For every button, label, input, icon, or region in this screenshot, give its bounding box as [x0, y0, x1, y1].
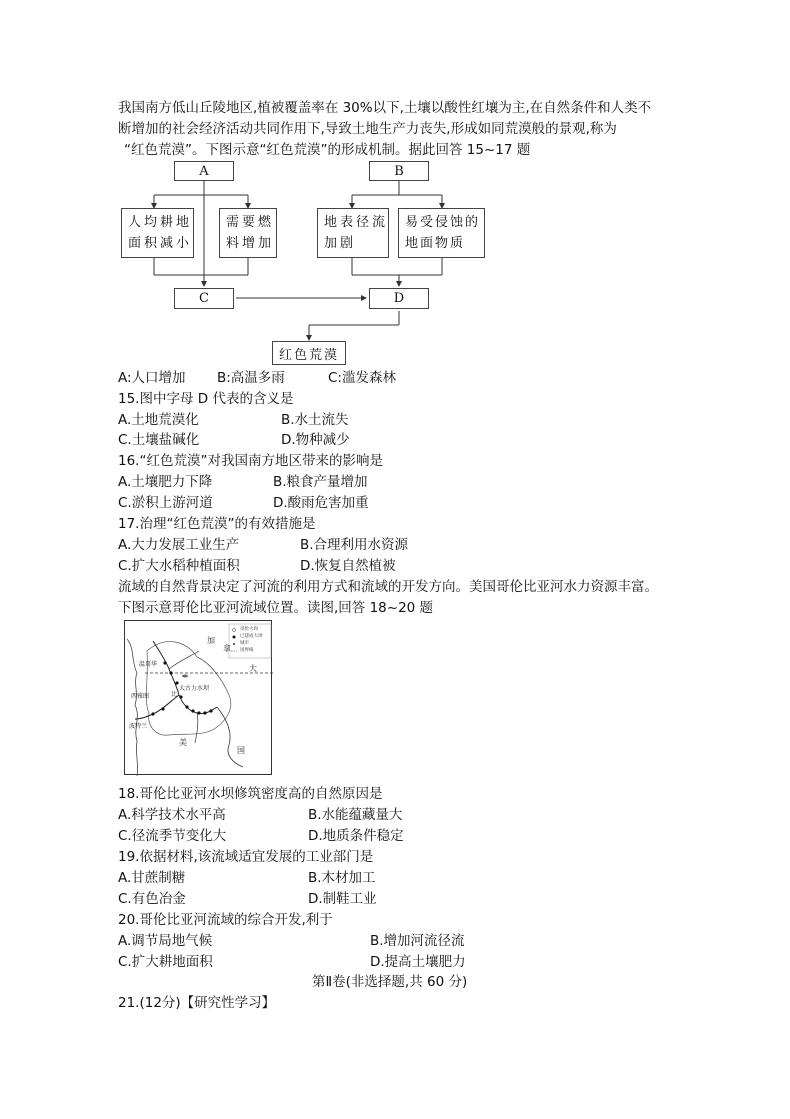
q17-stem: 17.治理“红色荒漠”的有效措施是: [118, 516, 316, 532]
map-label-canada-3: 大: [249, 664, 257, 673]
q18-option-a: A.科学技术水平高: [118, 807, 226, 823]
box-fuel-demand-line1: 需要燃: [226, 215, 275, 230]
q14-option-c: C:滥发森林: [328, 370, 396, 386]
box-per-capita-land: [121, 208, 194, 258]
box-red-desert: 红色荒漠: [272, 341, 346, 365]
q16-option-b: B.粮食产量增加: [273, 474, 368, 490]
columbia-river-map: [124, 620, 272, 775]
q20-option-c: C.扩大耕地面积: [118, 954, 213, 970]
intro-line-3: “红色荒漠”。下图示意“红色荒漠”的形成机制。据此回答 15~17 题: [124, 142, 531, 158]
q17-option-b: B.合理利用水资源: [300, 537, 409, 553]
map-legend-4: 国界线: [240, 648, 254, 653]
box-d: D: [369, 288, 429, 309]
map-legend-3: 城市: [240, 641, 249, 646]
map-legend-1: 哥伦大坝: [240, 627, 258, 632]
q18-stem: 18.哥伦比亚河水坝修筑密度高的自然原因是: [118, 786, 383, 802]
q16-option-c: C.淤积上游河道: [118, 495, 213, 511]
box-surface-runoff-line2: 加剧: [324, 236, 357, 251]
map-label-canada-1: 加: [207, 636, 215, 645]
box-surface-runoff-line1: 地表径流: [324, 215, 389, 230]
q19-option-b: B.木材加工: [308, 870, 376, 886]
q19-option-c: C.有色冶金: [118, 891, 186, 907]
q17-option-d: D.恢复自然植被: [300, 558, 396, 574]
q20-option-b: B.增加河流径流: [370, 933, 465, 949]
map-label-usa-2: 国: [237, 746, 245, 755]
q15-option-c: C.土壤盐碱化: [118, 432, 200, 448]
box-erodible-material-line1: 易受侵蚀的: [405, 215, 481, 230]
q18-option-b: B.水能蕴藏量大: [308, 807, 403, 823]
q20-option-a: A.调节局地气候: [118, 933, 213, 949]
q15-option-a: A.土地荒漠化: [118, 412, 199, 428]
map-label-usa-1: 美: [179, 738, 187, 747]
box-fuel-demand-line2: 料增加: [226, 236, 275, 251]
map-label-grand-coulee: 大古力水坝: [179, 685, 210, 692]
q21-stem: 21.(12分)【研究性学习】: [118, 995, 276, 1011]
box-erodible-material: [398, 208, 485, 258]
q16-option-d: D.酸雨危害加重: [273, 495, 369, 511]
q17-option-c: C.扩大水稻种植面积: [118, 558, 240, 574]
map-label-portland: 波特兰: [129, 723, 148, 730]
diagram-connectors: [0, 0, 790, 400]
intro2-line-1: 流域的自然背景决定了河流的利用方式和流域的开发方向。美国哥伦比亚河水力资源丰富。: [118, 579, 658, 595]
q16-option-a: A.土壤肥力下降: [118, 474, 213, 490]
intro-line-1: 我国南方低山丘陵地区,植被覆盖率在 30%以下,土壤以酸性红壤为主,在自然条件和人类不: [118, 100, 652, 116]
intro2-line-2: 下图示意哥伦比亚河流域位置。读图,回答 18~20 题: [118, 600, 434, 616]
map-label-seattle: 西雅图: [131, 693, 150, 700]
q20-option-d: D.提高土壤肥力: [370, 954, 466, 970]
map-label-canada-2: 拿: [223, 644, 231, 653]
q17-option-a: A.大力发展工业生产: [118, 537, 240, 553]
box-erodible-material-line2: 地面物质: [405, 236, 466, 251]
q16-stem: 16.“红色荒漠”对我国南方地区带来的影响是: [118, 453, 383, 469]
q19-stem: 19.依据材料,该流域适宜发展的工业部门是: [118, 849, 374, 865]
section-2-title: 第Ⅱ卷(非选择题,共 60 分): [312, 974, 468, 990]
box-per-capita-land-line1: 人均耕地: [128, 215, 193, 230]
box-b: B: [369, 161, 429, 181]
box-fuel-demand: [219, 208, 277, 258]
box-surface-runoff: [317, 208, 389, 258]
q14-option-b: B:高温多雨: [217, 370, 285, 386]
box-c: C: [174, 288, 234, 309]
q15-option-b: B.水土流失: [281, 412, 349, 428]
map-label-vancouver: 温哥华: [139, 661, 158, 668]
q18-option-d: D.地质条件稳定: [308, 828, 404, 844]
q19-option-d: D.制鞋工业: [308, 891, 377, 907]
intro-line-2: 断增加的社会经济活动共同作用下,导致土地生产力丧失,形成如同荒漠般的景观,称为: [118, 121, 617, 137]
q20-stem: 20.哥伦比亚河流域的综合开发,利于: [118, 912, 333, 928]
q15-stem: 15.图中字母 D 代表的含义是: [118, 391, 294, 407]
q15-option-d: D.物种减少: [281, 432, 350, 448]
q19-option-a: A.甘蔗制糖: [118, 870, 186, 886]
map-label-river-char: 比: [171, 691, 178, 698]
box-a: A: [174, 161, 234, 181]
box-per-capita-land-line2: 面积减小: [128, 236, 193, 251]
map-legend-2: 已建成大坝: [240, 634, 263, 639]
q14-option-a: A:人口增加: [118, 370, 186, 386]
q18-option-c: C.径流季节变化大: [118, 828, 227, 844]
